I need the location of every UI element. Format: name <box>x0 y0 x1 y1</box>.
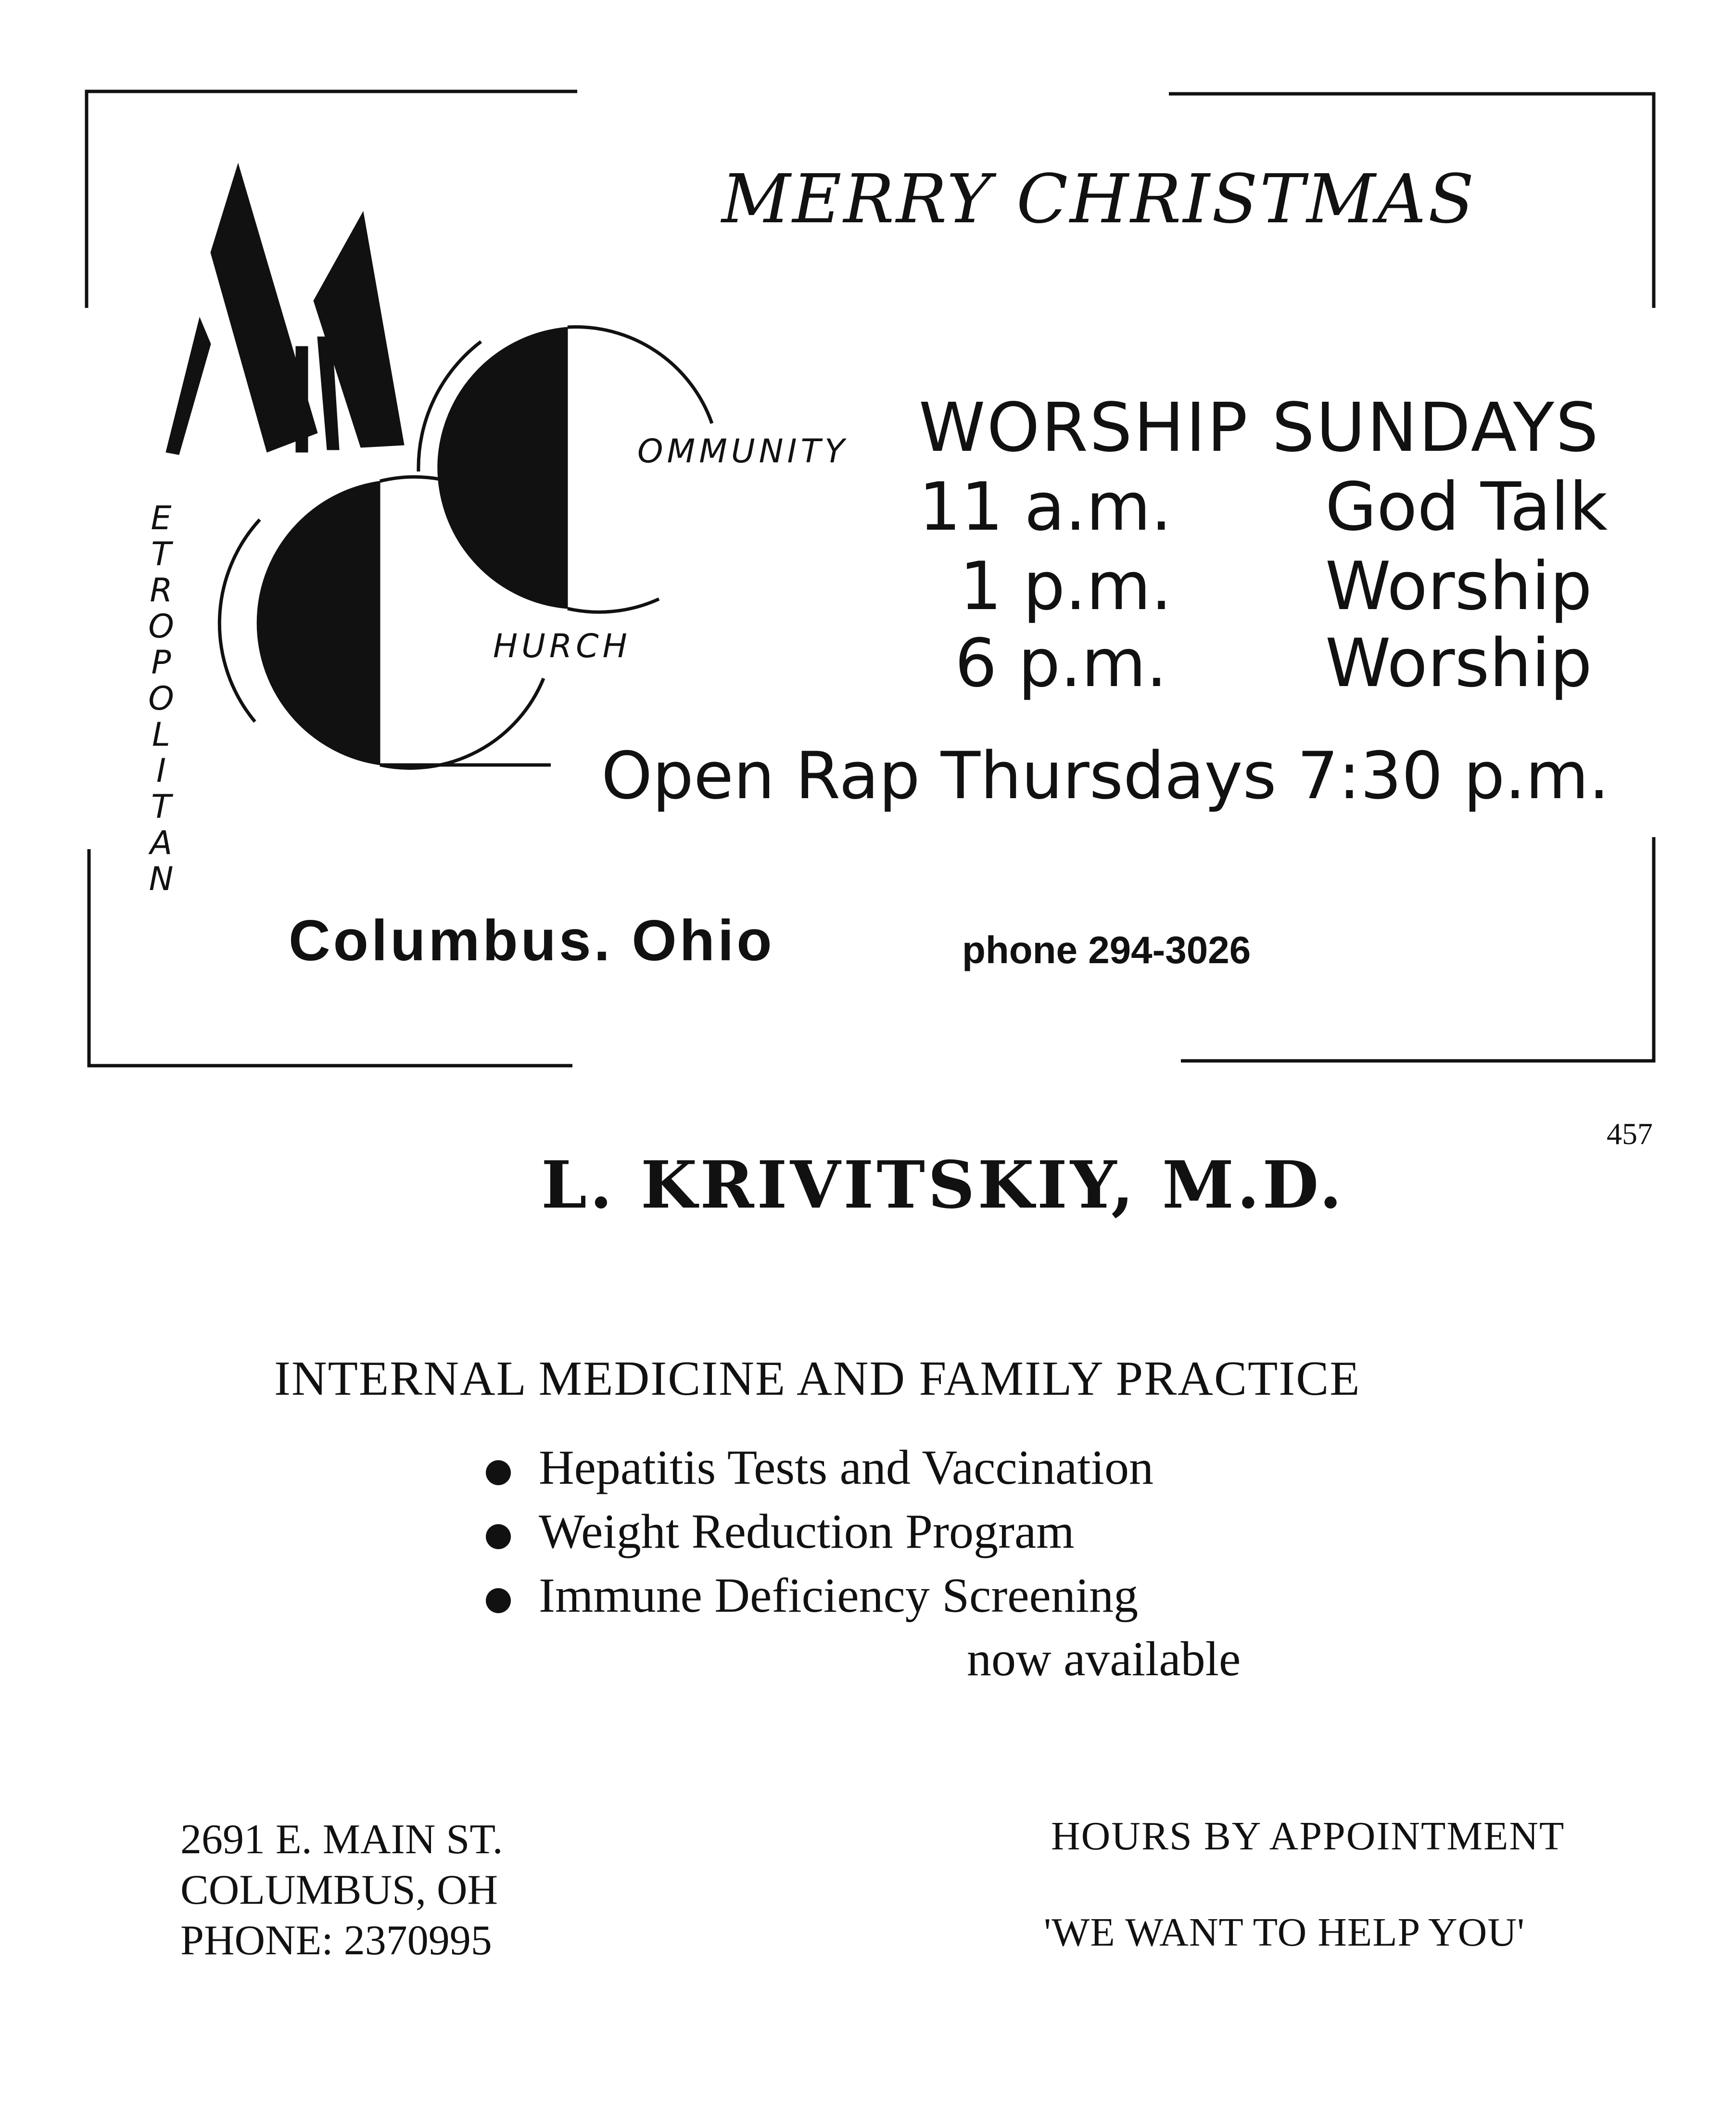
schedule-time: 11 a.m. <box>919 468 1172 546</box>
logo-letter: N <box>149 860 174 898</box>
schedule-activity: God Talk <box>1325 468 1608 546</box>
logo-letter: P <box>151 644 171 682</box>
schedule-activity: Worship <box>1325 624 1592 702</box>
church-phone: phone 294-3026 <box>962 929 1251 971</box>
logo-letter: R <box>150 572 173 610</box>
logo-vertical-etropolitan <box>148 499 174 898</box>
church-city: Columbus. Ohio <box>289 908 775 973</box>
logo-letter: O <box>148 608 174 646</box>
christmas-greeting: MERRY CHRISTMAS <box>722 160 1476 239</box>
service-item: Weight Reduction Program <box>539 1504 1075 1559</box>
schedule-time: 1 p.m. <box>960 548 1172 625</box>
logo-hurch-label: HURCH <box>493 627 631 665</box>
logo-letter: T <box>151 788 171 826</box>
logo-letter: O <box>148 680 174 718</box>
doctor-name: L. KRIVITSKIY, M.D. <box>541 1146 1345 1223</box>
bullet-icon <box>486 1524 511 1549</box>
office-hours: HOURS BY APPOINTMENT <box>1051 1814 1565 1859</box>
doctor-specialty: INTERNAL MEDICINE AND FAMILY PRACTICE <box>274 1351 1361 1406</box>
address-line: PHONE: 2370995 <box>180 1917 492 1964</box>
svg-text:ETROPOLITAN <box>148 499 174 898</box>
logo-letter: I <box>156 752 166 790</box>
bullet-icon <box>486 1588 511 1613</box>
service-item: Hepatitis Tests and Vaccination <box>539 1440 1153 1495</box>
open-rap-line: Open Rap Thursdays 7:30 p.m. <box>601 738 1609 814</box>
logo-letter: E <box>151 499 172 537</box>
address-line: 2691 E. MAIN ST. <box>180 1816 503 1863</box>
worship-heading: WORSHIP SUNDAYS <box>919 389 1600 467</box>
logo-letter: A <box>150 824 173 862</box>
service-item: Immune Deficiency Screening <box>539 1568 1139 1623</box>
logo-letter: T <box>151 535 171 573</box>
page-number: 457 <box>1607 1117 1653 1151</box>
logo-letter: L <box>152 716 170 754</box>
availability-note: now available <box>967 1632 1241 1686</box>
address-line: COLUMBUS, OH <box>180 1867 498 1913</box>
schedule-activity: Worship <box>1325 548 1592 625</box>
logo-lower-c <box>257 481 380 765</box>
schedule-time: 6 p.m. <box>955 624 1167 702</box>
mcc-logo <box>166 164 712 768</box>
bullet-icon <box>486 1460 511 1485</box>
doctor-motto: 'WE WANT TO HELP YOU' <box>1044 1910 1525 1955</box>
logo-ommunity-label: OMMUNITY <box>637 433 849 471</box>
